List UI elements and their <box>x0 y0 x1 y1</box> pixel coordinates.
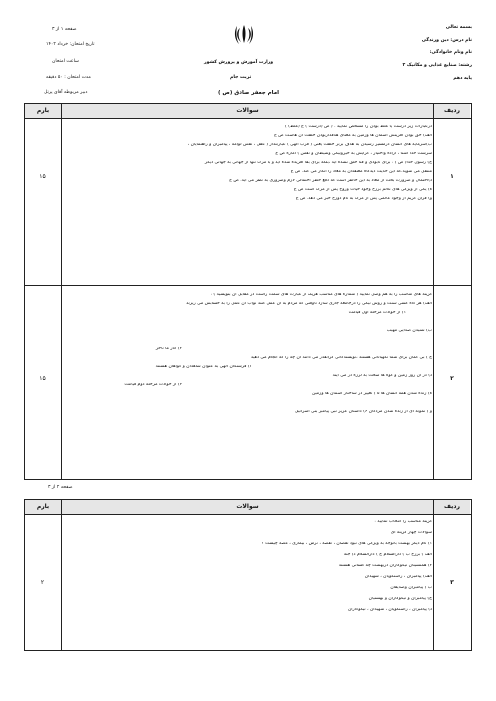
region-name: تربت جام <box>230 75 252 80</box>
q2-line: ۳) فرشتگان الهی به عنوان شاهدان و گواهان هستند <box>155 365 252 369</box>
header-divider <box>24 118 471 119</box>
student-name-field: نام ونام خانوادگی: <box>429 50 472 55</box>
course-name: نام درس: دین وزندگی <box>421 38 472 43</box>
grade-label: پایه دهم <box>453 76 472 81</box>
q1-line: منتقل می شوید.که این حدیث دیدگاه معتقدان به معاد را انکار می کند. ص غ <box>290 170 432 174</box>
q2-line: و ) نمونه ای از زنده شدن مردگان ۶) داستان عزیر نبی پیامبر بنی اسرائیل <box>294 410 432 414</box>
col-divider-row <box>433 499 434 650</box>
q2-line: ۱) از حوادث مرحله اول قیامت <box>348 311 406 315</box>
col-header-row: ردیف <box>444 107 460 114</box>
header-divider <box>24 514 471 515</box>
col-header-mark: بارم <box>36 107 50 114</box>
q2-mark: ۱۵ <box>39 375 46 382</box>
page-indicator: صفحه ۱ از ۳ <box>52 27 77 32</box>
exam-header <box>24 8 472 104</box>
q3-mark: ۲ <box>40 579 45 586</box>
q2-line: گزینه های مناسب را به هم وصل نمایید ( شماره های مناسب هریک از عبارت های سمت راست در مقابل آن بنویسید ) : <box>210 293 432 297</box>
exam-duration: مدت امتحان : ۵۰ دقیقه <box>46 75 91 80</box>
col-header-row: ردیف <box>444 503 460 510</box>
q2-line <box>37 401 432 410</box>
q1-mark: ۱۵ <box>39 173 46 180</box>
col-header-questions: سوالات <box>236 503 259 510</box>
q2-line: د) در آن روز زمین و کوه ها سخت به لرزه در می آیند <box>332 374 432 378</box>
school-name: امام جعفر صادق (ص ) <box>218 90 280 96</box>
q2-line: ج ) بی گمان برای شما نگهبانانی هستند ،نویسندگانی گرانقدر می دانند آن چه را که انجام می دهید <box>250 356 432 360</box>
exam-date: تاریخ امتحان: خرداد ۱۴۰۲ <box>46 42 95 47</box>
q1-line: و) قرآن کریم از وجود عالمی پس از مرگ به نام دوزخ خبر می دهد. ص غ <box>295 197 432 201</box>
q1-text <box>37 125 432 206</box>
q1-line: ه) یکی از ویژگی های عالم برزخ وجود حیات وروح پس از مرگ است ص غ <box>293 188 432 192</box>
bismillah: بسمه تعالی <box>445 25 472 30</box>
ministry-name: وزارت آموزش و پرورش کشور <box>204 60 274 65</box>
q1-line: سرشت خدا آشنا ، اراده واختیار ، گرایش به خیرونیکی وشیطان و نفس ) اماره ص غ <box>275 152 432 156</box>
q1-line: الف) حق بودن آفرینش آسمان ها وزمین به معنای هدفداربودن خلقت آن هاست ص غ <box>274 134 432 138</box>
q3-text <box>37 520 432 619</box>
q1-line: ج) رسول خدا( ص ) : برای نابودی و فنا خلق نشده اید ،بلکه برای بقا آفریده شده اید و با مرگ تنها از جهانی به جهانی دیگر <box>204 161 432 165</box>
q1-line: ب)سرمایه های انسان درمسیر رسیدن به هدف برتر خلقت یعنی ( قرب الهی ) عبارتنداز ( عقل ، نفس لوامه ، پیامبران و راهنمایان ، <box>187 143 432 147</box>
q3-number: ۳ <box>450 579 454 586</box>
q2-line: ب) شنیدن صدایی مهیب <box>386 329 432 333</box>
teacher-name: دبیر مربوطه آقای پرتل <box>44 90 88 95</box>
questions-table-page1 <box>24 103 472 480</box>
q1-divider <box>24 285 471 286</box>
q1-line: درعبارات زیر درست یا غلط بودن را مشخص نمایید . ( ص (درست ) غ (غلط) ) <box>284 125 432 129</box>
questions-table-page2 <box>24 499 472 651</box>
q2-line <box>37 338 432 347</box>
q2-text <box>37 293 432 419</box>
q1-line: د)احتمال و ضرورت بحث از معاد به این خاطر است که دفع خطر احتمالی لازم وضروری به نظر می آید. ص غ <box>229 179 432 183</box>
q3-line: ۱) نام دیگر بهشت باتوجه به ویژگی های نبود نقصان ، نقصه ، ترس ، بیماری ، غصه چیست ؟ <box>261 542 432 546</box>
q2-line: ۴) از حوادث مرحله دوم قیامت <box>124 383 182 387</box>
q3-line: سوالات چهار گزینه ای <box>390 531 432 535</box>
q2-line: ۲) آثار ما تاخر <box>155 347 182 351</box>
iran-emblem-icon <box>232 22 256 46</box>
field-of-study: رشته: صنایع غذایی و مکانیک ۲ <box>402 63 472 68</box>
q3-line: ۲) همنشینان نیکوکاران دربهشت چه کسانی هستند <box>338 564 432 568</box>
q3-line: ب ) پیامبران وصدیقان <box>390 586 432 590</box>
page-indicator-2: صفحه ۲ از ۳ <box>48 485 73 490</box>
col-header-mark: بارم <box>36 503 50 510</box>
col-divider-row <box>433 103 434 479</box>
q2-number: ۲ <box>450 375 454 382</box>
q3-line: گزینه مناسب را انتخاب نمایید : <box>374 520 432 524</box>
q2-line: ه) زنده شدن همه انسان ها ۵ ) تغییر در ساختار آسمان ها وزمین <box>311 392 432 396</box>
exam-time: ساعت امتحان <box>52 59 79 64</box>
q3-line: الف) پیامبران ، راستگویان ، شهیدان <box>364 575 432 579</box>
q3-line: ج) پیامبران و نیکوکاران و بهشتیان <box>368 597 432 601</box>
q2-line <box>37 320 432 329</box>
q3-line: الف ) برزخ ب ) دارالسلام ج ) دارالسلام د) جنه <box>343 553 432 557</box>
q3-line: د) پیامبران ، راستگویان ، شهیدان ، نیکوکاران <box>348 608 432 612</box>
q2-line: الف) هر گاه کسی سنت و روش نیکی را درجامعه جاری سازد تاوقتی که مردم به آن عمل کنند ثواب آن عمل را به حسابش می ریزند <box>186 302 432 306</box>
col-header-questions: سوالات <box>236 107 259 114</box>
q1-number: ۱ <box>450 173 454 180</box>
